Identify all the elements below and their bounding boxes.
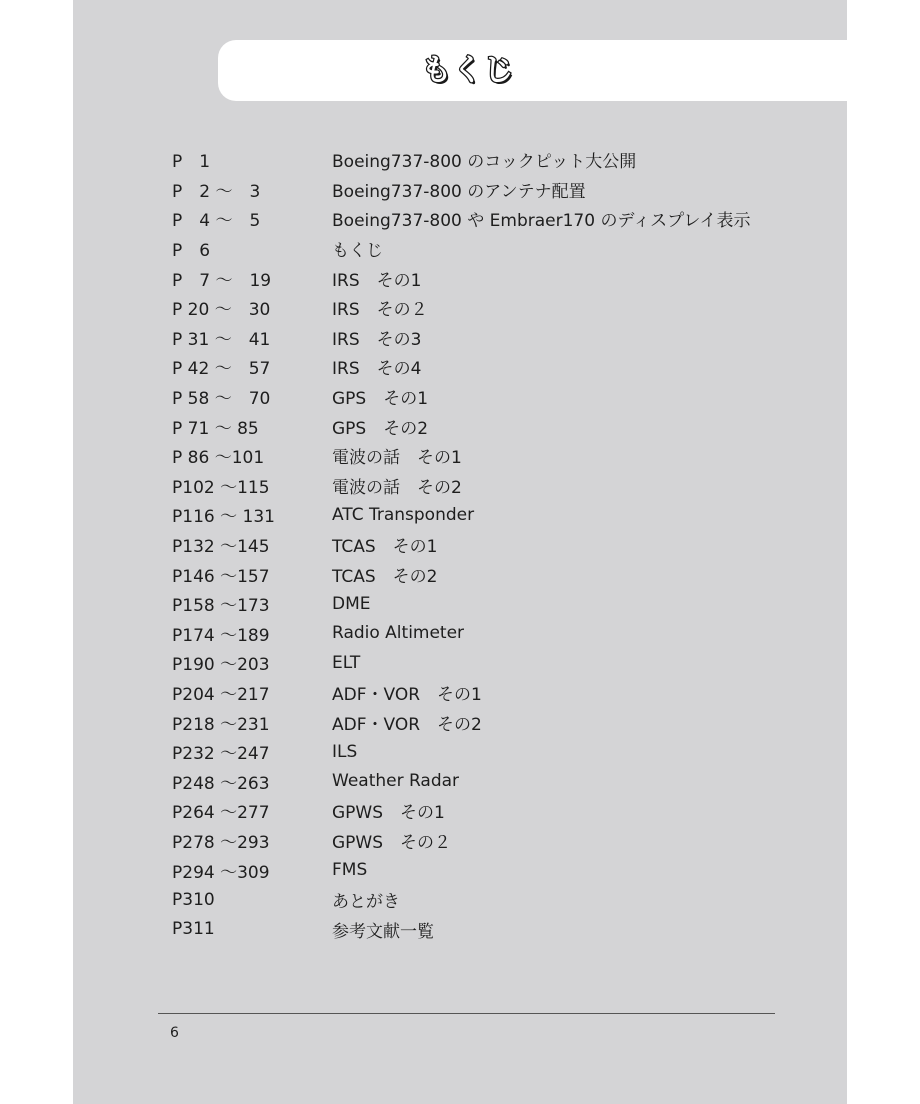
toc-chapter-title: 電波の話 その1 (332, 448, 462, 469)
toc-page-range: P 86 ～101 (172, 448, 265, 469)
table-of-contents (172, 145, 792, 944)
toc-page-range: P158 ～173 (172, 596, 270, 617)
toc-page-range: P 31 ～ 41 (172, 329, 271, 350)
toc-chapter-title: ADF・VOR その2 (332, 714, 482, 735)
toc-chapter-title: Boeing737-800 や Embraer170 のディスプレイ表示 (332, 211, 751, 232)
toc-row (172, 589, 792, 619)
toc-row (172, 323, 792, 353)
toc-row (172, 885, 792, 915)
toc-row (172, 678, 792, 708)
toc-page-range: P204 ～217 (172, 684, 270, 705)
toc-row (172, 855, 792, 885)
toc-row (172, 352, 792, 382)
toc-row (172, 500, 792, 530)
toc-page-range: P311 (172, 919, 215, 940)
toc-row (172, 204, 792, 234)
toc-row (172, 293, 792, 323)
toc-row (172, 796, 792, 826)
toc-row (172, 707, 792, 737)
toc-chapter-title: GPWS その２ (332, 832, 452, 853)
toc-page-range: P190 ～203 (172, 655, 270, 676)
toc-row (172, 559, 792, 589)
toc-page-range: P 1 (172, 152, 211, 173)
toc-row (172, 263, 792, 293)
toc-chapter-title: GPS その2 (332, 418, 429, 439)
toc-chapter-title: GPS その1 (332, 389, 429, 410)
toc-chapter-title: ILS (332, 741, 358, 762)
toc-page-range: P132 ～145 (172, 537, 270, 558)
toc-row (172, 737, 792, 767)
toc-chapter-title: Boeing737-800 のアンテナ配置 (332, 181, 586, 202)
toc-page-range: P218 ～231 (172, 714, 270, 735)
toc-chapter-title: Radio Altimeter (332, 623, 465, 644)
toc-chapter-title: IRS その4 (332, 359, 422, 380)
toc-chapter-title: TCAS その2 (332, 566, 438, 587)
toc-page-range: P102 ～115 (172, 477, 270, 498)
toc-chapter-title: 参考文献一覧 (332, 921, 434, 942)
toc-row (172, 175, 792, 205)
toc-page-range: P310 (172, 889, 215, 910)
toc-page-range: P278 ～293 (172, 832, 270, 853)
toc-row (172, 619, 792, 649)
toc-row (172, 234, 792, 264)
toc-page-range: P248 ～263 (172, 773, 270, 794)
toc-page-range: P 2 ～ 3 (172, 181, 261, 202)
page-number: 6 (170, 1025, 179, 1041)
title-banner (218, 40, 847, 101)
toc-row (172, 382, 792, 412)
toc-chapter-title: IRS その3 (332, 329, 422, 350)
toc-row (172, 648, 792, 678)
toc-page-range: P 4 ～ 5 (172, 211, 261, 232)
toc-row (172, 145, 792, 175)
toc-row (172, 530, 792, 560)
toc-page-range: P 42 ～ 57 (172, 359, 271, 380)
toc-row (172, 914, 792, 944)
toc-chapter-title: DME (332, 593, 371, 614)
footer-divider (158, 1013, 775, 1014)
toc-chapter-title: ELT (332, 652, 361, 673)
toc-page-range: P 6 (172, 241, 211, 262)
toc-page-range: P116 ～ 131 (172, 507, 275, 528)
toc-row (172, 411, 792, 441)
toc-chapter-title: TCAS その1 (332, 537, 438, 558)
toc-page-range: P232 ～247 (172, 744, 270, 765)
toc-page-range: P174 ～189 (172, 625, 270, 646)
toc-chapter-title: もくじ (332, 241, 383, 262)
toc-chapter-title: FMS (332, 860, 368, 881)
page-title: もくじ (421, 53, 515, 88)
toc-page-range: P294 ～309 (172, 862, 270, 883)
toc-page-range: P264 ～277 (172, 803, 270, 824)
toc-chapter-title: IRS その1 (332, 270, 422, 291)
toc-page-range: P 71 ～ 85 (172, 418, 259, 439)
toc-page-range: P 7 ～ 19 (172, 270, 272, 291)
toc-chapter-title: Weather Radar (332, 771, 460, 792)
toc-chapter-title: 電波の話 その2 (332, 477, 462, 498)
toc-row (172, 441, 792, 471)
toc-chapter-title: あとがき (332, 892, 400, 913)
toc-chapter-title: ATC Transponder (332, 504, 475, 525)
toc-chapter-title: IRS その２ (332, 300, 428, 321)
toc-page-range: P 58 ～ 70 (172, 389, 271, 410)
toc-row (172, 471, 792, 501)
toc-chapter-title: Boeing737-800 のコックピット大公開 (332, 152, 637, 173)
toc-chapter-title: ADF・VOR その1 (332, 684, 482, 705)
toc-page-range: P 20 ～ 30 (172, 300, 271, 321)
toc-row (172, 766, 792, 796)
toc-page-range: P146 ～157 (172, 566, 270, 587)
toc-row (172, 826, 792, 856)
toc-chapter-title: GPWS その1 (332, 803, 445, 824)
